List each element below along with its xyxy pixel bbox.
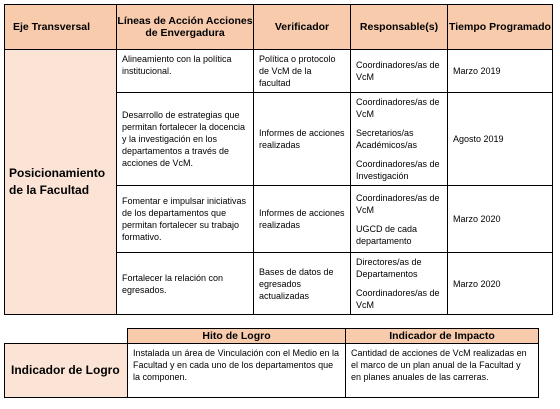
verificador-cell: Política o protocolo de VcM de la facultad — [254, 50, 351, 93]
indicator-header-row — [5, 329, 539, 344]
header-eje-transversal: Eje Transversal — [5, 5, 117, 50]
verificador-cell: Informes de acciones realizadas — [254, 186, 351, 253]
indicador-impacto-cell: Cantidad de acciones de VcM realizadas en el marco de un plan anual de la Facultad y en planes anuales de las carreras. — [346, 344, 539, 398]
header-hito-logro: Hito de Logro — [128, 329, 346, 344]
responsable-item: Coordinadores/as de VcM — [356, 97, 440, 119]
header-verificador: Verificador — [254, 5, 351, 50]
linea-accion-cell: Alineamiento con la política institucional. — [117, 50, 254, 93]
header-responsables: Responsable(s) — [351, 5, 448, 50]
responsable-item: Coordinadores/as de VcM — [356, 288, 440, 310]
tiempo-cell: Marzo 2019 — [448, 50, 553, 93]
linea-accion-cell: Fortalecer la relación con egresados. — [117, 253, 254, 315]
header-indicador-impacto: Indicador de Impacto — [346, 329, 539, 344]
indicador-logro-label: Indicador de Logro — [5, 344, 128, 398]
responsable-item: Directores/as de Departamentos — [356, 257, 422, 279]
linea-accion-cell: Fomentar e impulsar iniciativas de los departamentos que permitan fortalecer su trabajo formativo. — [117, 186, 254, 253]
header-lineas-accion: Líneas de Acción Acciones de Envergadura — [117, 5, 254, 50]
responsable-item: Secretarios/as Académicos/as — [356, 128, 418, 150]
responsable-item: Coordinadores/as de Investigación — [356, 159, 440, 181]
responsable-cell — [351, 50, 448, 93]
responsable-item: Coordinadores/as de VcM — [356, 192, 440, 215]
responsable-item: UGCD de cada departamento — [356, 223, 418, 246]
hito-logro-cell: Instalada un área de Vinculación con el Medio en la Facultad y en cada uno de los departamentos que la componen. — [128, 344, 346, 398]
tiempo-cell: Agosto 2019 — [448, 93, 553, 186]
indicator-row — [5, 344, 539, 398]
responsable-cell — [351, 93, 448, 186]
header-tiempo-programado: Tiempo Programado — [448, 5, 553, 50]
responsable-item: Coordinadores/as de VcM — [356, 60, 440, 82]
eje-transversal-cell: Posicionamiento de la Facultad — [5, 50, 117, 315]
responsable-cell — [351, 253, 448, 315]
table-row — [5, 50, 553, 93]
action-plan-table — [4, 4, 553, 315]
responsable-cell — [351, 186, 448, 253]
indicator-table — [4, 328, 539, 398]
tiempo-cell: Marzo 2020 — [448, 253, 553, 315]
linea-accion-cell: Desarrollo de estrategias que permitan fortalecer la docencia y la investigación en los departamentos a través de acciones de VcM. — [117, 93, 254, 186]
verificador-cell: Informes de acciones realizadas — [254, 93, 351, 186]
verificador-cell: Bases de datos de egresados actualizadas — [254, 253, 351, 315]
empty-corner — [5, 329, 128, 344]
tiempo-cell: Marzo 2020 — [448, 186, 553, 253]
header-row — [5, 5, 553, 50]
